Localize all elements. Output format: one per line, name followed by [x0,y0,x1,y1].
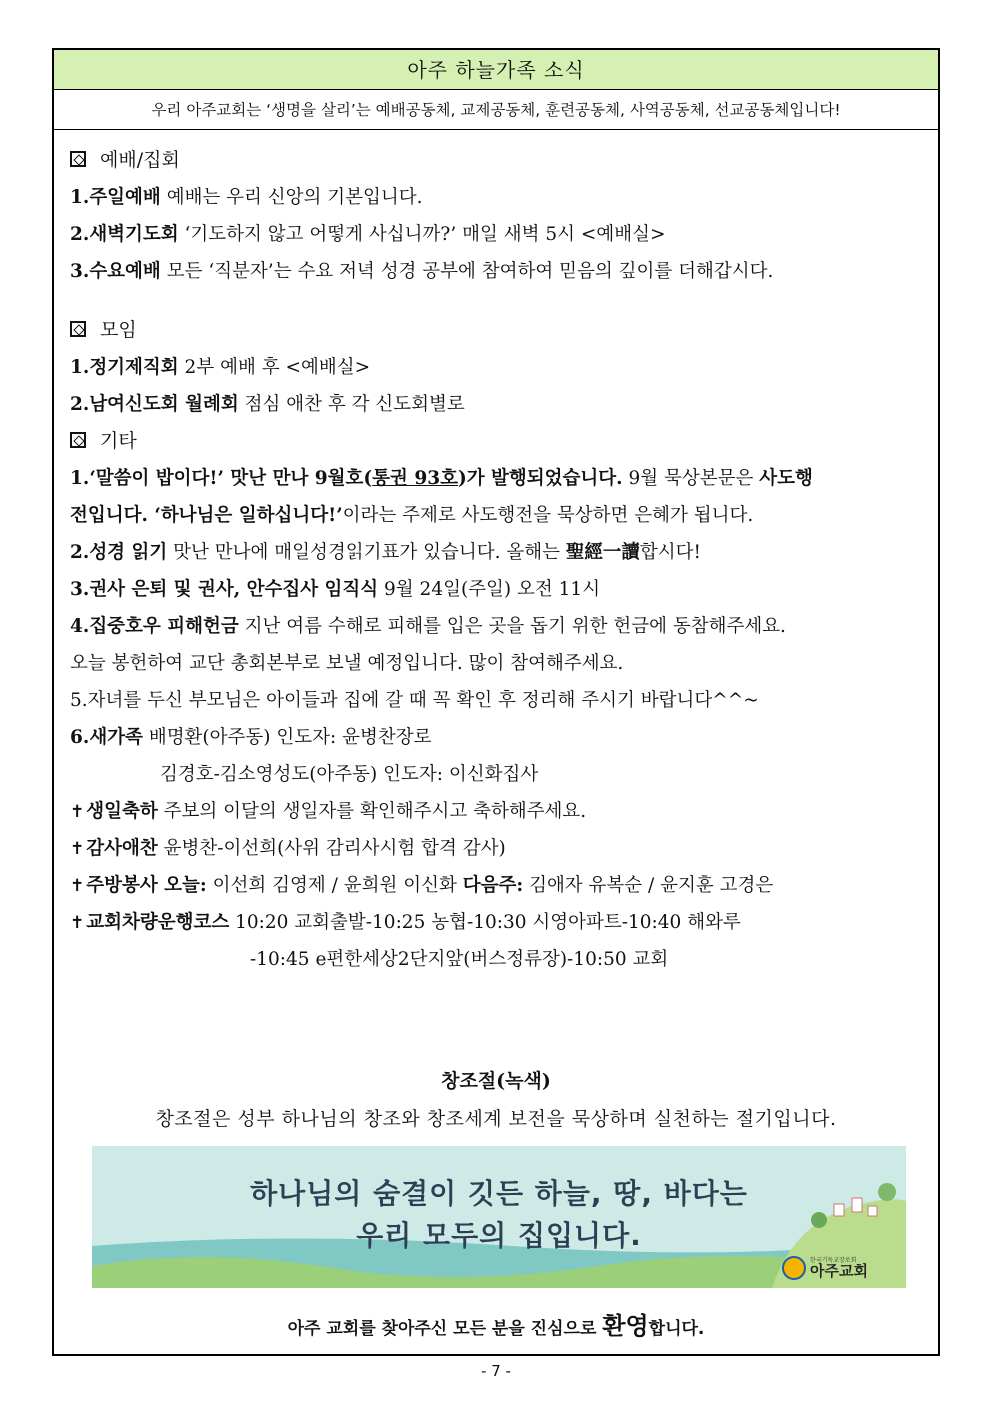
list-item-continued: -10:45 e편한세상2단지앞(버스정류장)-10:50 교회 [250,949,669,970]
creation-banner [92,1146,906,1288]
etc-heading: 기타 [70,423,930,460]
diamond-box-icon [70,432,86,448]
list-item-continued: 오늘 봉헌하여 교단 총회본부로 보낼 예정입니다. 많이 참여해주세요. [70,653,624,674]
season-description: 창조절은 성부 하나님의 창조와 창조세계 보전을 묵상하며 실천하는 절기입니다. [155,1108,837,1130]
banner-line-2: 우리 모두의 집입니다. [356,1219,642,1252]
list-item: ✝ 생일축하 주보의 이달의 생일자를 확인해주시고 축하해주세요. [70,801,587,822]
news-content [70,142,930,978]
cross-icon: ✝ [70,876,85,896]
diamond-box-icon [70,151,86,167]
list-item: 1.‘말씀이 밥이다!’ 맛난 만나 9월호(통권 93호)가 발행되었습니다. 9월 묵상본문은 사도행 [70,468,813,489]
cross-icon: ✝ [70,913,85,933]
church-logo [782,1256,868,1280]
banner-line-1: 하나님의 숨결이 깃든 하늘, 땅, 바다는 [250,1177,748,1210]
list-item: ✝ 교회차량운행코스 10:20 교회출발-10:25 농협-10:30 시영아파트-10:40 해와루 [70,912,741,933]
list-item: 2.성경 읽기 맛난 만나에 매일성경읽기표가 있습니다. 올해는 聖經一讀합시다! [70,542,701,563]
meetings-heading: 모임 [70,312,930,349]
diamond-box-icon [70,321,86,337]
list-item: 1.주일예배 예배는 우리 신앙의 기본입니다. [70,187,423,208]
list-item: 1.정기제직회 2부 예배 후 <예배실> [70,357,371,378]
list-item: 2.남여신도회 월례회 점심 애찬 후 각 신도회별로 [70,394,465,415]
welcome-message: 아주 교회를 찾아주신 모든 분을 진심으로 환영합니다. [287,1312,705,1340]
list-item: 3.권사 은퇴 및 권사, 안수집사 임직식 9월 24일(주일) 오전 11시 [70,579,601,600]
denomination-name: 한국기독교장로회 [810,1256,857,1264]
list-item-continued: 김경호-김소영성도(아주동) 인도자: 이신화집사 [160,764,539,785]
section-title: 아주 하늘가족 소식 [54,50,938,90]
cross-icon: ✝ [70,802,85,822]
church-emblem-icon [782,1256,806,1280]
news-frame [52,48,940,1356]
list-item: 2.새벽기도회 ‘기도하지 않고 어떻게 사십니까?’ 매일 새벽 5시 <예배실> [70,224,666,245]
cross-icon: ✝ [70,839,85,859]
church-motto: 우리 아주교회는 ‘생명을 살리’는 예배공동체, 교제공동체, 훈련공동체, 사역공동체, 선교공동체입니다! [54,90,938,130]
church-name: 아주교회 [810,1261,868,1280]
season-title: 창조절(녹색) [441,1070,551,1092]
list-item: 3.수요예배 모든 ‘직분자’는 수요 저녁 성경 공부에 참여하여 믿음의 깊이를 더해갑시다. [70,261,774,282]
list-item: ✝ 주방봉사 오늘: 이선희 김영제 / 윤희원 이신화 다음주: 김애자 유복순 / 윤지훈 고경은 [70,875,774,896]
worship-heading: 예배/집회 [70,142,930,179]
page-number: - 7 - [481,1362,511,1380]
list-item: 5.자녀를 두신 부모님은 아이들과 집에 갈 때 꼭 확인 후 정리해 주시기 바랍니다^^~ [70,690,759,711]
list-item-continued: 전입니다. ‘하나님은 일하십니다!’이라는 주제로 사도행전을 묵상하면 은혜가 됩니다. [70,505,754,526]
list-item: ✝ 감사애찬 윤병찬-이선희(사위 감리사시험 합격 감사) [70,838,506,859]
list-item: 4.집중호우 피해헌금 지난 여름 수해로 피해를 입은 곳을 돕기 위한 헌금에 동참해주세요. [70,616,786,637]
list-item: 6.새가족 배명환(아주동) 인도자: 윤병찬장로 [70,727,432,748]
